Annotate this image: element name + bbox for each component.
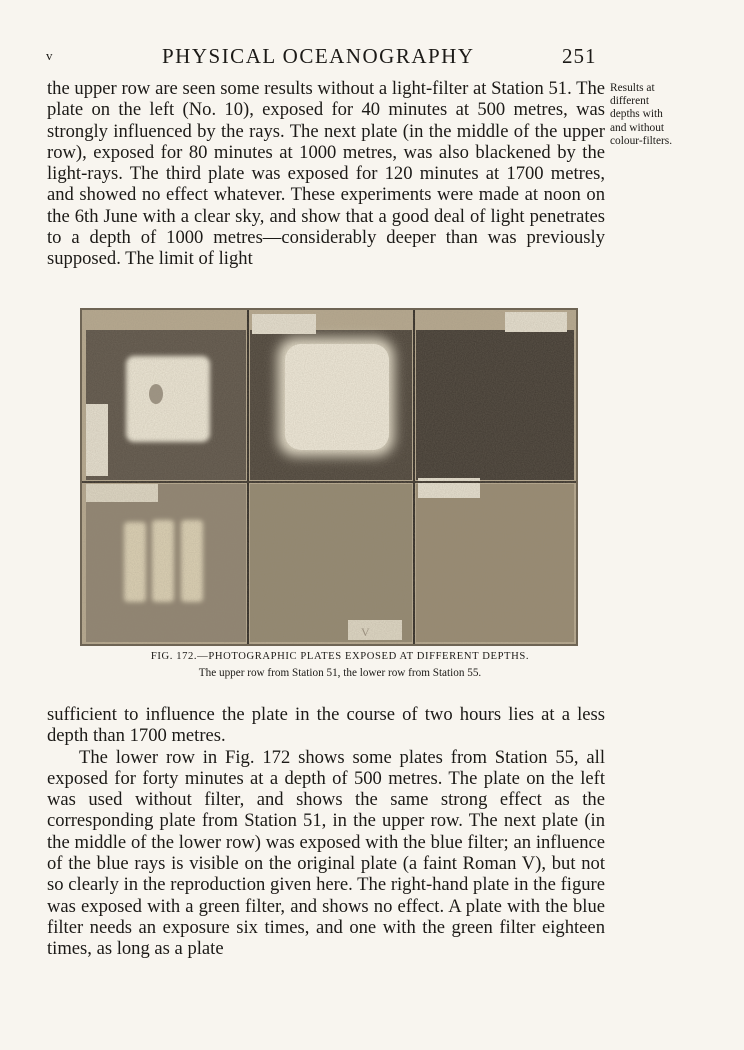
figure-caption-title: FIG. 172.—PHOTOGRAPHIC PLATES EXPOSED AT DIFFERENT DEPTHS. <box>150 651 530 662</box>
margin-note-line: different <box>610 95 650 108</box>
text-block-bottom <box>47 704 605 960</box>
paragraph: sufficient to influence the plate in the course of two hours lies at a less depth than 1700 metres. <box>47 704 605 747</box>
figure-caption-subtitle: The upper row from Station 51, the lower row from Station 55. <box>198 667 482 679</box>
page-number: 251 <box>562 44 597 68</box>
paragraph: the upper row are seen some results without a light-filter at Station 51. The plate on the left (No. 10), exposed for 40 minutes at 500 metres, was strongly influenced by the rays. The next plate (in the middle of the upper row), exposed for 80 minutes at 1000 metres, was also blackened by the light-rays. The third plate was exposed for 120 minutes at 1700 metres, and showed no effect whatever. These experiments were made at noon on the 6th June with a clear sky, and show that a good deal of light penetrates to a depth of 1000 metres—considerably deeper than was previously supposed. The limit of light <box>47 78 605 270</box>
margin-note-line: and without <box>610 121 665 134</box>
margin-note <box>610 82 694 148</box>
paragraph: The lower row in Fig. 172 shows some plates from Station 55, all exposed for forty minutes at a depth of 500 metres. The plate on the left was used without filter, and shows the same strong effect as the corresponding plate from Station 51, in the upper row. The next plate (in the middle of the lower row) was exposed with the blue filter; an influence of the blue rays is visible on the original plate (a faint Roman V), but not so clearly in the reproduction given here. The right-hand plate in the figure was exposed with a green filter, and shows no effect. A plate with the blue filter needs an exposure six times, and one with the green filter eighteen times, as long as a plate <box>47 746 605 960</box>
signature-mark: v <box>46 48 53 63</box>
running-title: PHYSICAL OCEANOGRAPHY <box>162 44 475 68</box>
plates-photo <box>80 308 578 646</box>
margin-note-line: depths with <box>610 108 663 121</box>
margin-note-line: Results at <box>610 82 655 94</box>
figure-photographic-plates <box>80 308 578 646</box>
text-block-top <box>47 78 605 270</box>
margin-note-line: colour-filters. <box>610 134 673 147</box>
running-header <box>0 44 744 74</box>
